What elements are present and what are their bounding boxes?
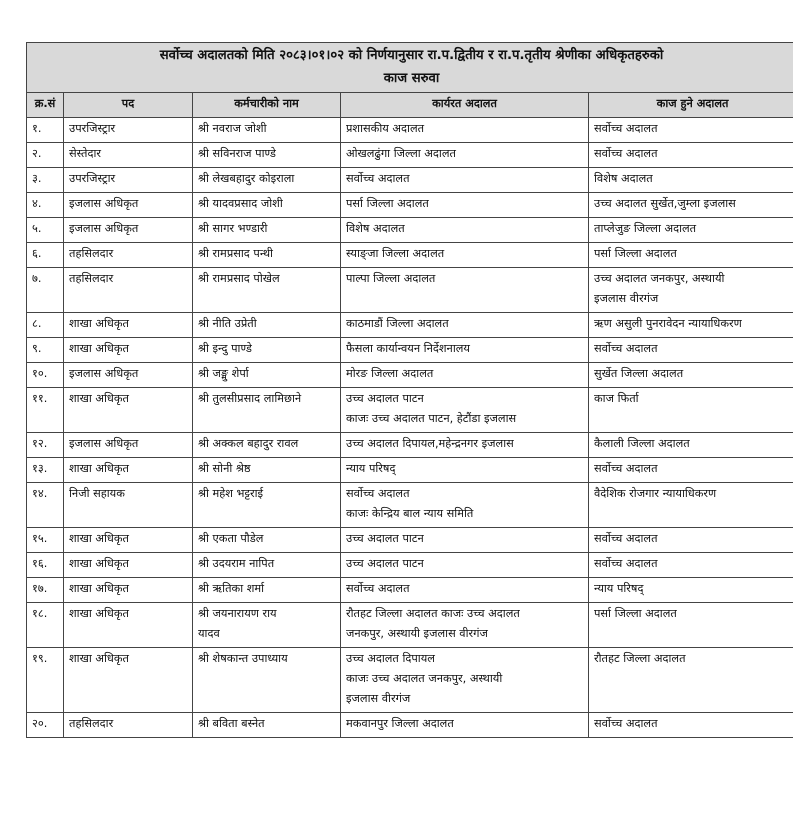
current-court-cell bbox=[341, 648, 589, 713]
employee-name-line: श्री सागर भण्डारी bbox=[198, 222, 268, 235]
employee-name-line: श्री एकता पौडेल bbox=[198, 532, 264, 545]
deputed-court-line: सुर्खेत जिल्ला अदालत bbox=[594, 367, 684, 380]
table-row bbox=[27, 578, 793, 603]
current-court-line: सर्वोच्च अदालत bbox=[346, 487, 410, 500]
employee-name-line: श्री यादवप्रसाद जोशी bbox=[198, 197, 283, 210]
table-title bbox=[27, 43, 793, 93]
post-cell: तहसिलदार bbox=[64, 268, 193, 313]
current-court-line: काजः केन्द्रिय बाल न्याय समिति bbox=[346, 507, 474, 520]
header-row bbox=[27, 93, 793, 118]
current-court-cell bbox=[341, 553, 589, 578]
current-court-line: पर्सा जिल्ला अदालत bbox=[346, 197, 429, 210]
current-court-cell bbox=[341, 193, 589, 218]
deputed-court-cell bbox=[589, 433, 793, 458]
deputed-court-line: न्याय परिषद् bbox=[594, 582, 644, 595]
post-cell: इजलास अधिकृत bbox=[64, 363, 193, 388]
employee-name-cell bbox=[193, 388, 341, 433]
deputed-court-cell bbox=[589, 218, 793, 243]
table-row bbox=[27, 143, 793, 168]
post-cell: सेस्तेदार bbox=[64, 143, 193, 168]
title-line-1: सर्वोच्च अदालतको मिति २०८३।०१।०२ को निर्णयानुसार रा.प.द्वितीय र रा.प.तृतीय श्रेणीका अधिकृतहरुको bbox=[159, 48, 664, 63]
deputed-court-line: सर्वोच्च अदालत bbox=[594, 462, 658, 475]
current-court-cell bbox=[341, 268, 589, 313]
post-cell: इजलास अधिकृत bbox=[64, 433, 193, 458]
post-cell: शाखा अधिकृत bbox=[64, 338, 193, 363]
post-cell: तहसिलदार bbox=[64, 243, 193, 268]
table-row bbox=[27, 168, 793, 193]
deputed-court-cell bbox=[589, 648, 793, 713]
table-row bbox=[27, 483, 793, 528]
serial-cell: १३. bbox=[27, 458, 64, 483]
post-cell: शाखा अधिकृत bbox=[64, 578, 193, 603]
employee-name-line: श्री उदयराम नापित bbox=[198, 557, 275, 570]
current-court-line: पाल्पा जिल्ला अदालत bbox=[346, 272, 436, 285]
table-row bbox=[27, 193, 793, 218]
employee-name-cell bbox=[193, 268, 341, 313]
deputed-court-line: उच्च अदालत सुर्खेत,जुम्ला इजलास bbox=[594, 197, 736, 210]
deputed-court-cell bbox=[589, 483, 793, 528]
post-cell: उपरजिस्ट्रार bbox=[64, 118, 193, 143]
employee-name-cell bbox=[193, 603, 341, 648]
current-court-cell bbox=[341, 313, 589, 338]
current-court-cell bbox=[341, 143, 589, 168]
deputed-court-line: विशेष अदालत bbox=[594, 172, 653, 185]
deputed-court-line: उच्च अदालत जनकपुर, अस्थायी bbox=[594, 272, 725, 285]
current-court-cell bbox=[341, 713, 589, 738]
table-row bbox=[27, 603, 793, 648]
post-cell: तहसिलदार bbox=[64, 713, 193, 738]
serial-cell: १७. bbox=[27, 578, 64, 603]
serial-cell: ८. bbox=[27, 313, 64, 338]
current-court-line: रौतहट जिल्ला अदालत काजः उच्च अदालत bbox=[346, 607, 520, 620]
table-row bbox=[27, 388, 793, 433]
serial-cell: ७. bbox=[27, 268, 64, 313]
deputed-court-line: पर्सा जिल्ला अदालत bbox=[594, 607, 677, 620]
current-court-cell bbox=[341, 118, 589, 143]
current-court-cell bbox=[341, 243, 589, 268]
employee-name-cell bbox=[193, 578, 341, 603]
employee-name-cell bbox=[193, 313, 341, 338]
post-cell: शाखा अधिकृत bbox=[64, 458, 193, 483]
serial-cell: ११. bbox=[27, 388, 64, 433]
employee-name-cell bbox=[193, 243, 341, 268]
employee-name-cell bbox=[193, 363, 341, 388]
header-serial: क्र.सं bbox=[27, 93, 64, 118]
current-court-line: फैसला कार्यान्वयन निर्देशनालय bbox=[346, 342, 470, 355]
deputed-court-line: इजलास वीरगंज bbox=[594, 292, 659, 305]
table-row bbox=[27, 268, 793, 313]
current-court-line: मकवानपुर जिल्ला अदालत bbox=[346, 717, 454, 730]
employee-name-cell bbox=[193, 143, 341, 168]
current-court-cell bbox=[341, 338, 589, 363]
employee-name-line: श्री महेश भट्टराई bbox=[198, 487, 264, 500]
current-court-line: उच्च अदालत पाटन bbox=[346, 532, 424, 545]
current-court-line: उच्च अदालत पाटन bbox=[346, 392, 424, 405]
deputed-court-line: ताप्लेजुङ जिल्ला अदालत bbox=[594, 222, 697, 235]
current-court-line: प्रशासकीय अदालत bbox=[346, 122, 425, 135]
current-court-cell bbox=[341, 458, 589, 483]
employee-name-cell bbox=[193, 553, 341, 578]
employee-name-cell bbox=[193, 218, 341, 243]
header-deputed-court: काज हुने अदालत bbox=[589, 93, 793, 118]
post-cell: निजी सहायक bbox=[64, 483, 193, 528]
serial-cell: ९. bbox=[27, 338, 64, 363]
table-row bbox=[27, 528, 793, 553]
serial-cell: ४. bbox=[27, 193, 64, 218]
serial-cell: १०. bbox=[27, 363, 64, 388]
current-court-cell bbox=[341, 218, 589, 243]
deputed-court-line: काज फिर्ता bbox=[594, 392, 639, 405]
employee-name-line: श्री ऋतिका शर्मा bbox=[198, 582, 265, 595]
employee-name-line: श्री लेखबहादुर कोइराला bbox=[198, 172, 295, 185]
employee-name-cell bbox=[193, 118, 341, 143]
post-cell: शाखा अधिकृत bbox=[64, 388, 193, 433]
post-cell: शाखा अधिकृत bbox=[64, 603, 193, 648]
employee-name-line: श्री अक्कल बहादुर रावल bbox=[198, 437, 299, 450]
serial-cell: १५. bbox=[27, 528, 64, 553]
deputed-court-cell bbox=[589, 528, 793, 553]
table-row bbox=[27, 243, 793, 268]
serial-cell: ६. bbox=[27, 243, 64, 268]
employee-name-line: श्री नवराज जोशी bbox=[198, 122, 267, 135]
serial-cell: १४. bbox=[27, 483, 64, 528]
current-court-line: उच्च अदालत दिपायल,महेन्द्रनगर इजलास bbox=[346, 437, 514, 450]
employee-name-line: श्री सविनराज पाण्डे bbox=[198, 147, 276, 160]
serial-cell: १८. bbox=[27, 603, 64, 648]
employee-name-cell bbox=[193, 648, 341, 713]
serial-cell: ५. bbox=[27, 218, 64, 243]
table-row bbox=[27, 433, 793, 458]
employee-name-cell bbox=[193, 193, 341, 218]
header-post: पद bbox=[64, 93, 193, 118]
deputed-court-cell bbox=[589, 143, 793, 168]
current-court-line: ओखलढुंगा जिल्ला अदालत bbox=[346, 147, 456, 160]
employee-name-line: यादव bbox=[198, 627, 220, 640]
employee-name-line: श्री जङ्मु शेर्पा bbox=[198, 367, 249, 380]
post-cell: शाखा अधिकृत bbox=[64, 528, 193, 553]
table-row bbox=[27, 338, 793, 363]
deputed-court-line: सर्वोच्च अदालत bbox=[594, 122, 658, 135]
current-court-line: उच्च अदालत पाटन bbox=[346, 557, 424, 570]
table-row bbox=[27, 218, 793, 243]
current-court-cell bbox=[341, 603, 589, 648]
post-cell: इजलास अधिकृत bbox=[64, 193, 193, 218]
table-row bbox=[27, 458, 793, 483]
deputed-court-cell bbox=[589, 243, 793, 268]
table-row bbox=[27, 553, 793, 578]
deputed-court-cell bbox=[589, 603, 793, 648]
serial-cell: २०. bbox=[27, 713, 64, 738]
header-employee-name: कर्मचारीको नाम bbox=[193, 93, 341, 118]
employee-name-line: श्री सोनी श्रेष्ठ bbox=[198, 462, 251, 475]
title-line-2: काज सरुवा bbox=[383, 71, 440, 86]
current-court-line: काजः उच्च अदालत जनकपुर, अस्थायी bbox=[346, 672, 503, 685]
current-court-line: विशेष अदालत bbox=[346, 222, 405, 235]
deputed-court-line: वैदेशिक रोजगार न्यायाधिकरण bbox=[594, 487, 717, 500]
deputed-court-cell bbox=[589, 713, 793, 738]
table-row bbox=[27, 313, 793, 338]
current-court-line: सर्वोच्च अदालत bbox=[346, 582, 410, 595]
serial-cell: १९. bbox=[27, 648, 64, 713]
current-court-line: स्याङ्जा जिल्ला अदालत bbox=[346, 247, 445, 260]
current-court-line: सर्वोच्च अदालत bbox=[346, 172, 410, 185]
current-court-line: न्याय परिषद् bbox=[346, 462, 396, 475]
current-court-line: इजलास वीरगंज bbox=[346, 692, 411, 705]
current-court-line: मोरङ जिल्ला अदालत bbox=[346, 367, 434, 380]
employee-name-cell bbox=[193, 483, 341, 528]
employee-name-cell bbox=[193, 338, 341, 363]
employee-name-line: श्री तुलसीप्रसाद लामिछाने bbox=[198, 392, 302, 405]
deputed-court-cell bbox=[589, 193, 793, 218]
table-row bbox=[27, 648, 793, 713]
table-row bbox=[27, 713, 793, 738]
deputed-court-cell bbox=[589, 388, 793, 433]
employee-name-cell bbox=[193, 168, 341, 193]
deputed-court-cell bbox=[589, 168, 793, 193]
current-court-line: काजः उच्च अदालत पाटन, हेटौंडा इजलास bbox=[346, 412, 517, 425]
current-court-cell bbox=[341, 388, 589, 433]
serial-cell: १२. bbox=[27, 433, 64, 458]
table-row bbox=[27, 363, 793, 388]
deputed-court-cell bbox=[589, 363, 793, 388]
employee-name-cell bbox=[193, 458, 341, 483]
current-court-cell bbox=[341, 528, 589, 553]
current-court-cell bbox=[341, 483, 589, 528]
post-cell: इजलास अधिकृत bbox=[64, 218, 193, 243]
employee-name-cell bbox=[193, 713, 341, 738]
employee-name-line: श्री नीति उप्रेती bbox=[198, 317, 257, 330]
employee-name-line: श्री रामप्रसाद पोखेल bbox=[198, 272, 280, 285]
serial-cell: ३. bbox=[27, 168, 64, 193]
current-court-cell bbox=[341, 168, 589, 193]
deputed-court-line: कैलाली जिल्ला अदालत bbox=[594, 437, 690, 450]
header-current-court: कार्यरत अदालत bbox=[341, 93, 589, 118]
employee-name-line: श्री जयनारायण राय bbox=[198, 607, 277, 620]
deputed-court-line: सर्वोच्च अदालत bbox=[594, 532, 658, 545]
serial-cell: १६. bbox=[27, 553, 64, 578]
serial-cell: २. bbox=[27, 143, 64, 168]
employee-name-line: श्री बविता बस्नेत bbox=[198, 717, 265, 730]
employee-name-line: श्री इन्दु पाण्डे bbox=[198, 342, 252, 355]
deputed-court-line: रौतहट जिल्ला अदालत bbox=[594, 652, 686, 665]
deputed-court-cell bbox=[589, 578, 793, 603]
serial-cell: १. bbox=[27, 118, 64, 143]
employee-name-cell bbox=[193, 433, 341, 458]
transfer-table bbox=[26, 42, 793, 738]
current-court-line: जनकपुर, अस्थायी इजलास वीरगंज bbox=[346, 627, 488, 640]
deputed-court-line: सर्वोच्च अदालत bbox=[594, 342, 658, 355]
post-cell: शाखा अधिकृत bbox=[64, 313, 193, 338]
deputed-court-cell bbox=[589, 313, 793, 338]
employee-name-line: श्री शेषकान्त उपाध्याय bbox=[198, 652, 288, 665]
deputed-court-cell bbox=[589, 338, 793, 363]
current-court-line: उच्च अदालत दिपायल bbox=[346, 652, 435, 665]
deputed-court-cell bbox=[589, 458, 793, 483]
employee-name-line: श्री रामप्रसाद पन्थी bbox=[198, 247, 273, 260]
deputed-court-line: सर्वोच्च अदालत bbox=[594, 147, 658, 160]
deputed-court-line: पर्सा जिल्ला अदालत bbox=[594, 247, 677, 260]
table-row bbox=[27, 118, 793, 143]
deputed-court-cell bbox=[589, 118, 793, 143]
post-cell: उपरजिस्ट्रार bbox=[64, 168, 193, 193]
employee-name-cell bbox=[193, 528, 341, 553]
deputed-court-line: सर्वोच्च अदालत bbox=[594, 557, 658, 570]
post-cell: शाखा अधिकृत bbox=[64, 553, 193, 578]
current-court-cell bbox=[341, 363, 589, 388]
deputed-court-cell bbox=[589, 553, 793, 578]
current-court-cell bbox=[341, 433, 589, 458]
deputed-court-line: सर्वोच्च अदालत bbox=[594, 717, 658, 730]
post-cell: शाखा अधिकृत bbox=[64, 648, 193, 713]
deputed-court-line: ऋण असुली पुनरावेदन न्यायाधिकरण bbox=[594, 317, 742, 330]
current-court-cell bbox=[341, 578, 589, 603]
deputed-court-cell bbox=[589, 268, 793, 313]
current-court-line: काठमाडौं जिल्ला अदालत bbox=[346, 317, 449, 330]
